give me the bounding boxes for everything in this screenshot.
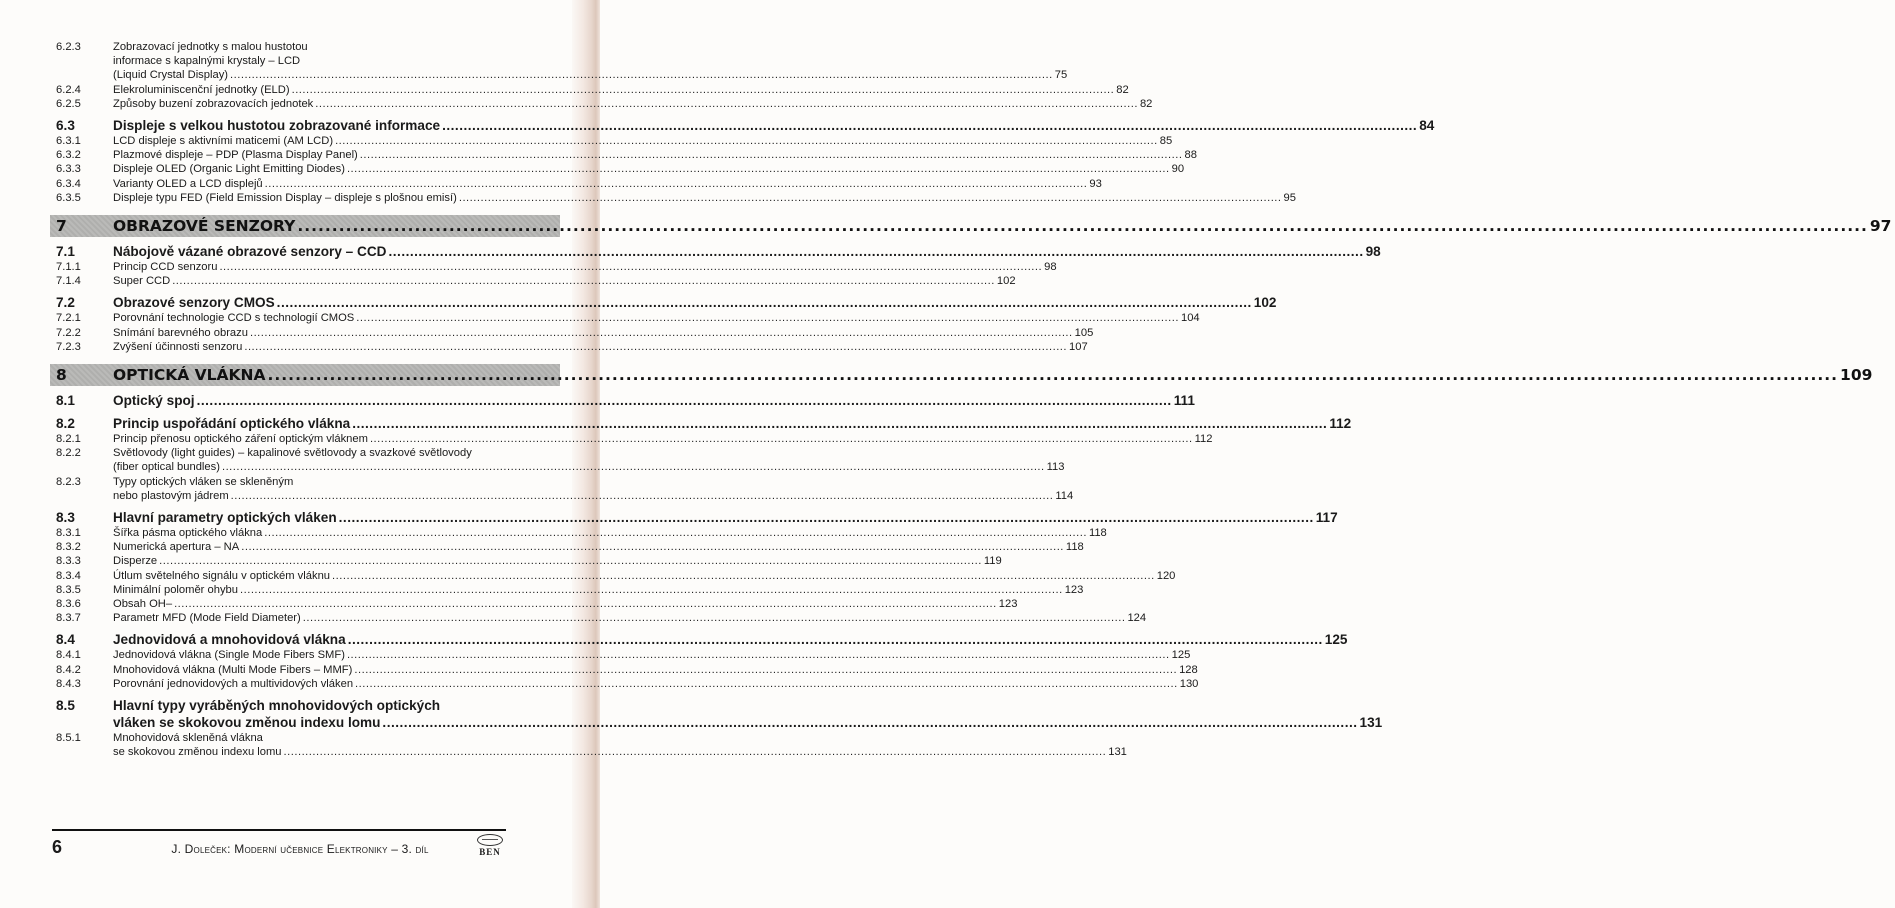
subsection-title: Numerická apertura – NA bbox=[113, 541, 240, 554]
dot-leader bbox=[174, 597, 997, 611]
page-number: 6 bbox=[52, 837, 63, 857]
dot-leader bbox=[388, 243, 1363, 260]
subsection-title-block bbox=[113, 677, 1198, 691]
subsection-title: Snímání barevného obrazu bbox=[113, 326, 248, 339]
subsection-number: 6.3.4 bbox=[56, 177, 81, 190]
subsection-title-row bbox=[113, 677, 1198, 691]
subsection-page-number[interactable]: 125 bbox=[1171, 649, 1191, 662]
subsection-number: 8.2.1 bbox=[56, 433, 81, 446]
footer-book-title: Moderní učebnice Elektroniky – 3. díl bbox=[234, 842, 429, 856]
subsection-entry[interactable] bbox=[56, 540, 1084, 554]
section-title: Princip uspořádání optického vlákna bbox=[113, 416, 351, 432]
subsection-title-row bbox=[113, 597, 1017, 611]
subsection-number: 6.3.2 bbox=[56, 149, 81, 162]
subsection-title-block bbox=[113, 40, 1067, 83]
subsection-title: Plazmové displeje – PDP (Plasma Display Panel) bbox=[113, 149, 358, 162]
dot-leader bbox=[354, 663, 1177, 677]
subsection-title-row bbox=[113, 177, 1102, 191]
section-page-number[interactable]: 84 bbox=[1419, 118, 1435, 134]
subsection-title-block bbox=[113, 134, 1172, 148]
subsection-title: Displeje typu FED (Field Emission Display – displeje s plošnou emisí) bbox=[113, 191, 457, 204]
subsection-title-row bbox=[113, 460, 1065, 474]
dot-leader bbox=[244, 340, 1067, 354]
dot-leader bbox=[382, 714, 1357, 731]
subsection-title: nebo plastovým jádrem bbox=[113, 489, 229, 502]
dot-leader bbox=[442, 117, 1417, 134]
publisher-logo-emblem-icon bbox=[477, 834, 503, 846]
subsection-entry[interactable] bbox=[56, 554, 1002, 568]
subsection-title-block bbox=[113, 731, 1127, 759]
subsection-title-row bbox=[113, 260, 1057, 274]
table-of-contents bbox=[56, 40, 1892, 760]
dot-leader bbox=[230, 68, 1053, 82]
publisher-logo bbox=[476, 834, 504, 857]
subsection-title: se skokovou změnou indexu lomu bbox=[113, 746, 282, 759]
section-title-row bbox=[113, 117, 1434, 134]
chapter-page-number[interactable]: 97 bbox=[1869, 217, 1892, 236]
subsection-page-number[interactable]: 93 bbox=[1089, 177, 1102, 190]
subsection-title-block bbox=[113, 583, 1083, 597]
section-title: Optický spoj bbox=[113, 393, 195, 409]
subsection-page-number[interactable]: 112 bbox=[1194, 433, 1213, 446]
subsection-title-row bbox=[113, 526, 1107, 540]
subsection-number: 6.3.5 bbox=[56, 191, 81, 204]
subsection-page-number[interactable]: 105 bbox=[1074, 326, 1094, 339]
section-title-row bbox=[113, 509, 1338, 526]
subsection-page-number[interactable]: 90 bbox=[1171, 163, 1185, 176]
chapter-number: 7 bbox=[56, 217, 67, 236]
dot-leader bbox=[339, 509, 1314, 526]
subsection-title-block bbox=[113, 83, 1129, 97]
dot-leader bbox=[347, 648, 1170, 662]
subsection-page-number[interactable]: 123 bbox=[998, 598, 1018, 611]
subsection-title: Porovnání jednovidových a multividových vláken bbox=[113, 677, 354, 690]
section-title: vláken se skokovou změnou indexu lomu bbox=[113, 715, 381, 731]
subsection-number: 7.2.3 bbox=[56, 340, 81, 353]
subsection-title-block bbox=[113, 340, 1088, 354]
subsection-entry[interactable] bbox=[56, 663, 1198, 677]
section-number: 8.3 bbox=[56, 510, 75, 526]
section-title-row bbox=[113, 714, 1382, 731]
subsection-title-block bbox=[113, 597, 1017, 611]
subsection-title-block bbox=[113, 648, 1190, 662]
subsection-page-number[interactable]: 85 bbox=[1159, 135, 1173, 148]
subsection-entry[interactable] bbox=[56, 260, 1057, 274]
dot-leader bbox=[303, 611, 1126, 625]
dot-leader bbox=[197, 392, 1172, 409]
footer-author: J. Doleček: bbox=[171, 842, 231, 856]
section-title-line: Hlavní typy vyráběných mnohovidových optických bbox=[113, 698, 441, 714]
subsection-entry[interactable] bbox=[56, 83, 1129, 97]
subsection-number: 8.2.2 bbox=[56, 447, 81, 460]
section-title: Hlavní parametry optických vláken bbox=[113, 510, 337, 526]
dot-leader bbox=[159, 554, 982, 568]
subsection-title-block bbox=[113, 554, 1002, 568]
dot-leader bbox=[335, 134, 1158, 148]
subsection-title-row bbox=[113, 540, 1084, 554]
subsection-title-block bbox=[113, 260, 1057, 274]
dot-leader bbox=[277, 294, 1252, 311]
section-entry[interactable] bbox=[56, 243, 1381, 260]
subsection-title: Super CCD bbox=[113, 275, 171, 288]
section-title-block bbox=[113, 243, 1381, 260]
section-entry[interactable] bbox=[56, 697, 1383, 731]
subsection-title-row bbox=[113, 148, 1197, 162]
section-entry[interactable] bbox=[56, 294, 1277, 311]
section-page-number[interactable]: 112 bbox=[1329, 416, 1352, 432]
subsection-entry[interactable] bbox=[56, 340, 1088, 354]
subsection-title: Šířka pásma optického vlákna bbox=[113, 527, 263, 540]
chapter-title: OPTICKÁ VLÁKNA bbox=[113, 366, 266, 385]
section-number: 7.1 bbox=[56, 244, 75, 260]
chapter-page-number[interactable]: 109 bbox=[1840, 366, 1873, 385]
subsection-page-number[interactable]: 104 bbox=[1180, 312, 1200, 325]
subsection-title-line: Typy optických vláken se skleněným bbox=[113, 475, 294, 488]
subsection-page-number[interactable]: 82 bbox=[1139, 97, 1153, 110]
dot-leader bbox=[222, 460, 1045, 474]
subsection-number: 8.3.7 bbox=[56, 612, 81, 625]
subsection-title-block bbox=[113, 311, 1200, 325]
section-title-block bbox=[113, 392, 1195, 409]
subsection-title-line: informace s kapalnými krystaly – LCD bbox=[113, 55, 301, 68]
subsection-title-row bbox=[113, 311, 1200, 325]
section-title: Displeje s velkou hustotou zobrazované informace bbox=[113, 118, 441, 134]
subsection-entry[interactable] bbox=[56, 475, 1074, 503]
subsection-title: Elekroluminiscenční jednotky (ELD) bbox=[113, 83, 290, 96]
section-entry[interactable] bbox=[56, 415, 1352, 432]
subsection-entry[interactable] bbox=[56, 162, 1185, 176]
subsection-entry[interactable] bbox=[56, 326, 1094, 340]
subsection-title-block bbox=[113, 191, 1296, 205]
section-title: Nábojově vázané obrazové senzory – CCD bbox=[113, 244, 387, 260]
subsection-title-row bbox=[113, 745, 1127, 759]
subsection-number: 8.2.3 bbox=[56, 475, 81, 488]
subsection-page-number[interactable]: 120 bbox=[1156, 569, 1176, 582]
subsection-entry[interactable] bbox=[56, 191, 1296, 205]
subsection-title-row bbox=[113, 569, 1175, 583]
section-title-row bbox=[113, 631, 1347, 648]
section-number: 8.2 bbox=[56, 416, 75, 432]
subsection-number: 6.2.4 bbox=[56, 83, 81, 96]
subsection-page-number[interactable]: 102 bbox=[996, 275, 1016, 288]
subsection-number: 7.1.4 bbox=[56, 275, 81, 288]
subsection-title: Jednovidová vlákna (Single Mode Fibers SMF) bbox=[113, 649, 345, 662]
subsection-title: (fiber optical bundles) bbox=[113, 461, 220, 474]
subsection-number: 7.2.2 bbox=[56, 326, 81, 339]
subsection-page-number[interactable]: 75 bbox=[1054, 69, 1068, 82]
subsection-title-block bbox=[113, 162, 1184, 176]
subsection-title: Útlum světelného signálu v optickém vláknu bbox=[113, 569, 331, 582]
subsection-title-row bbox=[113, 83, 1129, 97]
subsection-entry[interactable] bbox=[56, 677, 1199, 691]
subsection-number: 8.3.4 bbox=[56, 569, 81, 582]
subsection-title: Minimální poloměr ohybu bbox=[113, 583, 238, 596]
subsection-entry[interactable] bbox=[56, 731, 1127, 759]
subsection-title-block bbox=[113, 569, 1175, 583]
subsection-title-row bbox=[113, 68, 1067, 82]
dot-leader bbox=[459, 191, 1282, 205]
subsection-title-row bbox=[113, 340, 1088, 354]
subsection-page-number[interactable]: 131 bbox=[1108, 746, 1127, 759]
subsection-title-row bbox=[113, 134, 1172, 148]
subsection-page-number[interactable]: 114 bbox=[1055, 489, 1074, 502]
dot-leader bbox=[356, 311, 1179, 325]
subsection-page-number[interactable]: 124 bbox=[1127, 612, 1147, 625]
section-title-block bbox=[113, 294, 1276, 311]
subsection-number: 8.5.1 bbox=[56, 732, 81, 745]
subsection-title: Způsoby buzení zobrazovacích jednotek bbox=[113, 97, 314, 110]
subsection-number: 8.4.1 bbox=[56, 649, 81, 662]
section-title-row bbox=[113, 294, 1276, 311]
section-title-block bbox=[113, 697, 1382, 731]
subsection-title: Parametr MFD (Mode Field Diameter) bbox=[113, 612, 301, 625]
section-title: Obrazové senzory CMOS bbox=[113, 295, 275, 311]
dot-leader bbox=[360, 148, 1183, 162]
subsection-page-number[interactable]: 88 bbox=[1184, 149, 1197, 162]
subsection-entry[interactable] bbox=[56, 177, 1102, 191]
subsection-title-block bbox=[113, 177, 1102, 191]
subsection-title-block bbox=[113, 274, 1016, 288]
subsection-title-block bbox=[113, 663, 1198, 677]
dot-leader bbox=[332, 569, 1155, 583]
subsection-page-number[interactable]: 113 bbox=[1046, 461, 1065, 474]
dot-leader bbox=[348, 631, 1323, 648]
subsection-number: 8.4.2 bbox=[56, 663, 81, 676]
subsection-number: 8.3.2 bbox=[56, 541, 81, 554]
subsection-title-block bbox=[113, 432, 1212, 446]
section-title-row bbox=[113, 415, 1351, 432]
subsection-entry[interactable] bbox=[56, 446, 1065, 474]
footer-divider bbox=[52, 829, 506, 831]
dot-leader bbox=[265, 177, 1088, 191]
subsection-number: 7.2.1 bbox=[56, 312, 81, 325]
section-title-row bbox=[113, 392, 1195, 409]
subsection-number: 6.2.5 bbox=[56, 97, 81, 110]
subsection-title-row bbox=[113, 554, 1002, 568]
section-page-number[interactable]: 98 bbox=[1365, 244, 1381, 260]
subsection-title-block bbox=[113, 97, 1152, 111]
subsection-title-row bbox=[113, 611, 1146, 625]
subsection-page-number[interactable]: 130 bbox=[1179, 677, 1199, 690]
subsection-entry[interactable] bbox=[56, 274, 1016, 288]
subsection-entry[interactable] bbox=[56, 148, 1197, 162]
section-entry[interactable] bbox=[56, 509, 1338, 526]
section-title-block bbox=[113, 631, 1347, 648]
section-page-number[interactable]: 102 bbox=[1253, 295, 1277, 311]
section-page-number[interactable]: 111 bbox=[1173, 393, 1195, 409]
subsection-number: 6.3.1 bbox=[56, 135, 81, 148]
subsection-page-number[interactable]: 107 bbox=[1069, 340, 1088, 353]
subsection-title: Displeje OLED (Organic Light Emitting Diodes) bbox=[113, 163, 345, 176]
dot-leader bbox=[231, 489, 1054, 503]
subsection-page-number[interactable]: 123 bbox=[1064, 583, 1084, 596]
section-number: 8.1 bbox=[56, 393, 75, 409]
subsection-entry[interactable] bbox=[56, 134, 1173, 148]
subsection-number: 8.3.3 bbox=[56, 555, 81, 568]
subsection-page-number[interactable]: 118 bbox=[1088, 527, 1107, 540]
dot-leader bbox=[172, 274, 995, 288]
chapter-title: OBRAZOVÉ SENZORY bbox=[113, 217, 296, 236]
subsection-number: 6.3.3 bbox=[56, 163, 81, 176]
section-number: 7.2 bbox=[56, 295, 75, 311]
dot-leader bbox=[315, 97, 1138, 111]
subsection-title: Zvýšení účinnosti senzoru bbox=[113, 340, 243, 353]
subsection-title-row bbox=[113, 432, 1212, 446]
subsection-page-number[interactable]: 118 bbox=[1065, 541, 1084, 554]
section-page-number[interactable]: 131 bbox=[1359, 715, 1383, 731]
subsection-number: 8.3.5 bbox=[56, 583, 81, 596]
subsection-title: LCD displeje s aktivními maticemi (AM LCD) bbox=[113, 135, 334, 148]
subsection-title: Obsah OH– bbox=[113, 598, 173, 611]
subsection-title-row bbox=[113, 191, 1296, 205]
subsection-title: Varianty OLED a LCD displejů bbox=[113, 177, 263, 190]
subsection-page-number[interactable]: 128 bbox=[1179, 663, 1198, 676]
subsection-entry[interactable] bbox=[56, 432, 1213, 446]
subsection-entry[interactable] bbox=[56, 611, 1147, 625]
section-number: 8.5 bbox=[56, 698, 75, 714]
subsection-entry[interactable] bbox=[56, 597, 1018, 611]
subsection-entry[interactable] bbox=[56, 311, 1200, 325]
subsection-title: Princip CCD senzoru bbox=[113, 261, 218, 274]
section-page-number[interactable]: 117 bbox=[1315, 510, 1338, 526]
dot-leader bbox=[241, 540, 1064, 554]
dot-leader bbox=[355, 677, 1178, 691]
dot-leader bbox=[240, 583, 1063, 597]
dot-leader bbox=[292, 83, 1115, 97]
subsection-entry[interactable] bbox=[56, 526, 1107, 540]
subsection-title: (Liquid Crystal Display) bbox=[113, 69, 229, 82]
chapter-heading[interactable] bbox=[50, 364, 1873, 386]
subsection-number: 8.4.3 bbox=[56, 677, 81, 690]
subsection-title: Disperze bbox=[113, 555, 158, 568]
subsection-title-line: Světlovody (light guides) – kapalinové světlovody a svazkové světlovody bbox=[113, 447, 472, 460]
dot-leader bbox=[268, 366, 1839, 384]
section-entry[interactable] bbox=[56, 631, 1348, 648]
subsection-title-row bbox=[113, 97, 1152, 111]
subsection-title-block bbox=[113, 526, 1107, 540]
subsection-title-row bbox=[113, 326, 1093, 340]
dot-leader bbox=[297, 217, 1868, 235]
subsection-title-row bbox=[113, 663, 1198, 677]
subsection-title-row bbox=[113, 162, 1184, 176]
subsection-entry[interactable] bbox=[56, 40, 1068, 83]
subsection-title-line: Zobrazovací jednotky s malou hustotou bbox=[113, 41, 308, 53]
subsection-title-block bbox=[113, 540, 1084, 554]
subsection-title-block bbox=[113, 446, 1065, 474]
section-title-block bbox=[113, 117, 1434, 134]
subsection-title-block bbox=[113, 611, 1146, 625]
subsection-title-row bbox=[113, 583, 1083, 597]
subsection-title-block bbox=[113, 475, 1073, 503]
dot-leader bbox=[352, 415, 1327, 432]
subsection-entry[interactable] bbox=[56, 583, 1084, 597]
subsection-number: 6.2.3 bbox=[56, 41, 81, 53]
dot-leader bbox=[284, 745, 1107, 759]
dot-leader bbox=[219, 260, 1042, 274]
subsection-title-row bbox=[113, 648, 1190, 662]
subsection-title: Porovnání technologie CCD s technologií CMOS bbox=[113, 312, 355, 325]
dot-leader bbox=[370, 432, 1193, 446]
dot-leader bbox=[347, 162, 1170, 176]
subsection-title-row bbox=[113, 489, 1073, 503]
subsection-page-number[interactable]: 82 bbox=[1116, 83, 1129, 96]
subsection-title-block bbox=[113, 326, 1093, 340]
section-number: 8.4 bbox=[56, 632, 75, 648]
subsection-number: 8.3.6 bbox=[56, 598, 81, 611]
subsection-number: 7.1.1 bbox=[56, 261, 81, 274]
section-title-block bbox=[113, 509, 1338, 526]
subsection-entry[interactable] bbox=[56, 569, 1176, 583]
subsection-title-block bbox=[113, 148, 1197, 162]
subsection-title: Princip přenosu optického záření optickým vláknem bbox=[113, 433, 368, 446]
dot-leader bbox=[250, 326, 1073, 340]
subsection-page-number[interactable]: 119 bbox=[983, 555, 1002, 568]
subsection-page-number[interactable]: 95 bbox=[1283, 191, 1296, 204]
section-title-block bbox=[113, 415, 1351, 432]
running-footer bbox=[0, 842, 600, 856]
subsection-number: 8.3.1 bbox=[56, 527, 81, 540]
section-title: Jednovidová a mnohovidová vlákna bbox=[113, 632, 346, 648]
dot-leader bbox=[264, 526, 1087, 540]
section-number: 6.3 bbox=[56, 118, 75, 134]
publisher-logo-text: BEN bbox=[479, 847, 501, 857]
subsection-page-number[interactable]: 98 bbox=[1044, 261, 1057, 274]
subsection-title-line: Mnohovidová skleněná vlákna bbox=[113, 732, 263, 745]
subsection-title-row bbox=[113, 274, 1016, 288]
chapter-number: 8 bbox=[56, 366, 67, 385]
section-page-number[interactable]: 125 bbox=[1324, 632, 1348, 648]
subsection-entry[interactable] bbox=[56, 648, 1191, 662]
section-entry[interactable] bbox=[56, 117, 1435, 134]
section-title-row bbox=[113, 243, 1381, 260]
subsection-title: Mnohovidová vlákna (Multi Mode Fibers – MMF) bbox=[113, 663, 353, 676]
chapter-heading[interactable] bbox=[50, 215, 1892, 237]
section-entry[interactable] bbox=[56, 392, 1195, 409]
subsection-entry[interactable] bbox=[56, 97, 1153, 111]
